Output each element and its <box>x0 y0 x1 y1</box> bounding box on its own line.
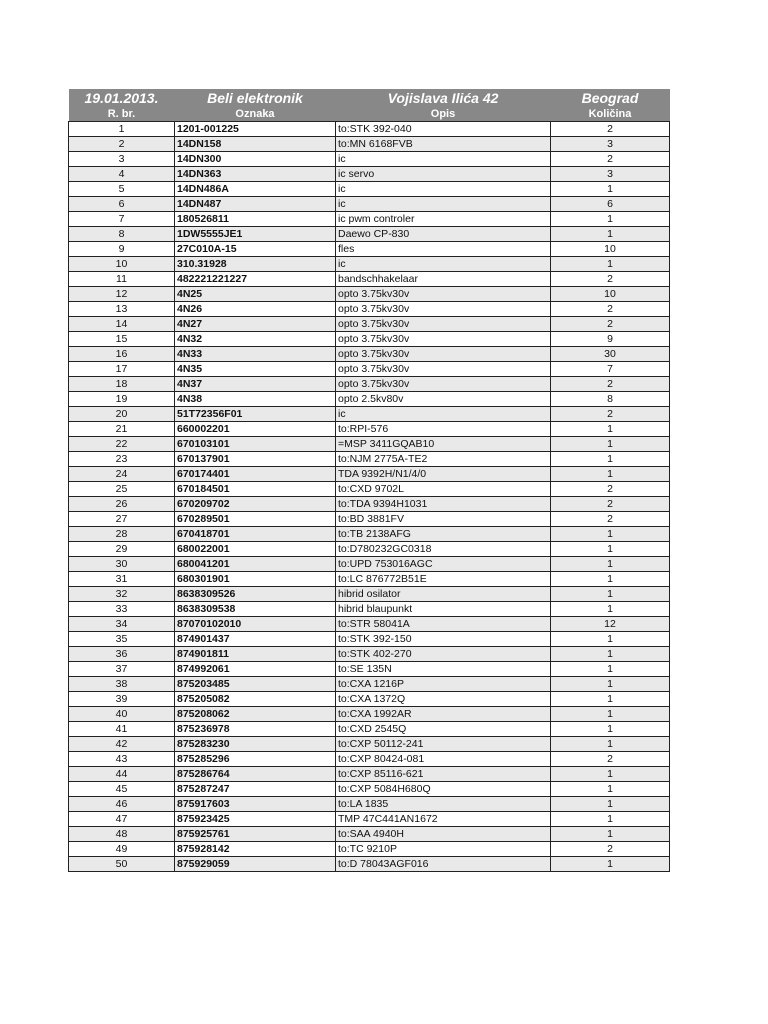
row-code: 4N25 <box>175 287 336 302</box>
row-quantity: 1 <box>551 677 670 692</box>
row-quantity: 1 <box>551 812 670 827</box>
row-number: 28 <box>69 527 175 542</box>
row-number: 29 <box>69 542 175 557</box>
table-row <box>69 677 670 692</box>
table-row <box>69 257 670 272</box>
table-row <box>69 122 670 137</box>
row-description: ic <box>336 152 551 167</box>
row-number: 48 <box>69 827 175 842</box>
table-row <box>69 347 670 362</box>
row-description: opto 3.75kv30v <box>336 332 551 347</box>
row-description: ic <box>336 407 551 422</box>
row-number: 15 <box>69 332 175 347</box>
row-number: 17 <box>69 362 175 377</box>
row-number: 33 <box>69 602 175 617</box>
row-description: to:CXP 80424-081 <box>336 752 551 767</box>
row-code: 8638309538 <box>175 602 336 617</box>
row-code: 310.31928 <box>175 257 336 272</box>
row-description: bandschhakelaar <box>336 272 551 287</box>
row-number: 21 <box>69 422 175 437</box>
row-description: to:CXD 2545Q <box>336 722 551 737</box>
row-quantity: 1 <box>551 737 670 752</box>
row-description: to:CXA 1216P <box>336 677 551 692</box>
row-code: 27C010A-15 <box>175 242 336 257</box>
row-code: 180526811 <box>175 212 336 227</box>
row-description: to:SE 135N <box>336 662 551 677</box>
row-quantity: 1 <box>551 437 670 452</box>
row-number: 46 <box>69 797 175 812</box>
row-quantity: 1 <box>551 767 670 782</box>
table-row <box>69 302 670 317</box>
table-row <box>69 632 670 647</box>
row-number: 3 <box>69 152 175 167</box>
row-description: to:CXA 1372Q <box>336 692 551 707</box>
row-code: 8638309526 <box>175 587 336 602</box>
row-quantity: 9 <box>551 332 670 347</box>
table-body <box>69 122 670 872</box>
row-number: 34 <box>69 617 175 632</box>
row-code: 875928142 <box>175 842 336 857</box>
row-description: to:TDA 9394H1031 <box>336 497 551 512</box>
row-description: hibrid osilator <box>336 587 551 602</box>
row-quantity: 1 <box>551 572 670 587</box>
table-row <box>69 782 670 797</box>
row-quantity: 3 <box>551 137 670 152</box>
row-number: 31 <box>69 572 175 587</box>
table-row <box>69 647 670 662</box>
table-row <box>69 752 670 767</box>
header-row-company <box>69 89 670 107</box>
row-quantity: 1 <box>551 662 670 677</box>
row-description: Daewo CP-830 <box>336 227 551 242</box>
table-row <box>69 572 670 587</box>
row-number: 38 <box>69 677 175 692</box>
row-number: 11 <box>69 272 175 287</box>
row-code: 51T72356F01 <box>175 407 336 422</box>
table-row <box>69 662 670 677</box>
row-quantity: 1 <box>551 182 670 197</box>
row-description: to:STK 402-270 <box>336 647 551 662</box>
row-quantity: 1 <box>551 827 670 842</box>
row-description: opto 3.75kv30v <box>336 302 551 317</box>
row-quantity: 2 <box>551 122 670 137</box>
table-row <box>69 137 670 152</box>
row-quantity: 2 <box>551 497 670 512</box>
row-code: 670174401 <box>175 467 336 482</box>
row-code: 4N32 <box>175 332 336 347</box>
row-description: opto 3.75kv30v <box>336 317 551 332</box>
row-quantity: 1 <box>551 257 670 272</box>
row-quantity: 1 <box>551 692 670 707</box>
row-number: 24 <box>69 467 175 482</box>
row-quantity: 2 <box>551 317 670 332</box>
row-number: 18 <box>69 377 175 392</box>
row-quantity: 2 <box>551 272 670 287</box>
table-row <box>69 407 670 422</box>
row-code: 4N35 <box>175 362 336 377</box>
row-quantity: 1 <box>551 857 670 872</box>
row-code: 14DN486A <box>175 182 336 197</box>
row-code: 670137901 <box>175 452 336 467</box>
table-row <box>69 602 670 617</box>
row-quantity: 2 <box>551 842 670 857</box>
row-number: 32 <box>69 587 175 602</box>
column-header-kolicina: Količina <box>551 107 670 122</box>
row-description: to:D 78043AGF016 <box>336 857 551 872</box>
table-row <box>69 527 670 542</box>
row-quantity: 7 <box>551 362 670 377</box>
row-code: 4N27 <box>175 317 336 332</box>
row-description: to:MN 6168FVB <box>336 137 551 152</box>
row-description: ic <box>336 257 551 272</box>
row-description: to:CXP 50112-241 <box>336 737 551 752</box>
row-code: 482221221227 <box>175 272 336 287</box>
row-number: 39 <box>69 692 175 707</box>
row-code: 875203485 <box>175 677 336 692</box>
row-quantity: 1 <box>551 632 670 647</box>
header-row-columns <box>69 107 670 122</box>
row-quantity: 2 <box>551 302 670 317</box>
row-code: 14DN158 <box>175 137 336 152</box>
row-quantity: 2 <box>551 377 670 392</box>
table-row <box>69 422 670 437</box>
row-quantity: 2 <box>551 512 670 527</box>
row-number: 41 <box>69 722 175 737</box>
table-row <box>69 512 670 527</box>
row-code: 875236978 <box>175 722 336 737</box>
row-number: 47 <box>69 812 175 827</box>
row-code: 660002201 <box>175 422 336 437</box>
row-code: 670418701 <box>175 527 336 542</box>
row-number: 5 <box>69 182 175 197</box>
row-number: 12 <box>69 287 175 302</box>
row-description: to:CXA 1992AR <box>336 707 551 722</box>
table-row <box>69 797 670 812</box>
row-quantity: 1 <box>551 647 670 662</box>
row-description: to:SAA 4940H <box>336 827 551 842</box>
row-description: ic <box>336 182 551 197</box>
row-description: to:BD 3881FV <box>336 512 551 527</box>
row-code: 14DN300 <box>175 152 336 167</box>
row-number: 19 <box>69 392 175 407</box>
row-code: 1DW5555JE1 <box>175 227 336 242</box>
row-quantity: 1 <box>551 452 670 467</box>
column-header-oznaka: Oznaka <box>175 107 336 122</box>
row-description: opto 3.75kv30v <box>336 377 551 392</box>
table-row <box>69 152 670 167</box>
row-quantity: 6 <box>551 197 670 212</box>
table-row <box>69 197 670 212</box>
row-description: =MSP 3411GQAB10 <box>336 437 551 452</box>
row-code: 4N37 <box>175 377 336 392</box>
row-code: 875208062 <box>175 707 336 722</box>
row-code: 87070102010 <box>175 617 336 632</box>
row-description: TMP 47C441AN1672 <box>336 812 551 827</box>
table-row <box>69 212 670 227</box>
table-row <box>69 542 670 557</box>
table-row <box>69 767 670 782</box>
row-code: 1201-001225 <box>175 122 336 137</box>
row-code: 875286764 <box>175 767 336 782</box>
row-description: to:STR 58041A <box>336 617 551 632</box>
table-row <box>69 827 670 842</box>
row-code: 670184501 <box>175 482 336 497</box>
row-number: 50 <box>69 857 175 872</box>
row-description: opto 3.75kv30v <box>336 347 551 362</box>
table-row <box>69 857 670 872</box>
row-quantity: 12 <box>551 617 670 632</box>
row-description: to:LA 1835 <box>336 797 551 812</box>
row-description: to:CXP 5084H680Q <box>336 782 551 797</box>
table-row <box>69 707 670 722</box>
row-number: 37 <box>69 662 175 677</box>
table-row <box>69 392 670 407</box>
row-number: 42 <box>69 737 175 752</box>
row-number: 16 <box>69 347 175 362</box>
row-quantity: 1 <box>551 227 670 242</box>
column-header-rbr: R. br. <box>69 107 175 122</box>
row-quantity: 3 <box>551 167 670 182</box>
row-code: 875205082 <box>175 692 336 707</box>
inventory-sheet <box>68 89 669 872</box>
row-code: 680022001 <box>175 542 336 557</box>
row-code: 874992061 <box>175 662 336 677</box>
row-number: 23 <box>69 452 175 467</box>
row-quantity: 10 <box>551 287 670 302</box>
row-code: 14DN363 <box>175 167 336 182</box>
table-row <box>69 842 670 857</box>
table-row <box>69 812 670 827</box>
row-code: 670289501 <box>175 512 336 527</box>
parts-table <box>68 89 670 872</box>
row-description: to:STK 392-040 <box>336 122 551 137</box>
row-number: 22 <box>69 437 175 452</box>
row-description: to:TC 9210P <box>336 842 551 857</box>
row-quantity: 2 <box>551 407 670 422</box>
row-code: 874901811 <box>175 647 336 662</box>
row-description: opto 2.5kv80v <box>336 392 551 407</box>
table-header <box>69 89 670 122</box>
row-description: opto 3.75kv30v <box>336 287 551 302</box>
row-number: 27 <box>69 512 175 527</box>
table-row <box>69 557 670 572</box>
table-row <box>69 497 670 512</box>
row-number: 14 <box>69 317 175 332</box>
row-description: to:RPI-576 <box>336 422 551 437</box>
row-description: fles <box>336 242 551 257</box>
row-number: 1 <box>69 122 175 137</box>
row-number: 8 <box>69 227 175 242</box>
row-code: 875925761 <box>175 827 336 842</box>
row-number: 36 <box>69 647 175 662</box>
row-description: to:D780232GC0318 <box>336 542 551 557</box>
row-quantity: 1 <box>551 467 670 482</box>
row-description: ic servo <box>336 167 551 182</box>
row-description: to:STK 392-150 <box>336 632 551 647</box>
table-row <box>69 272 670 287</box>
table-row <box>69 377 670 392</box>
row-quantity: 2 <box>551 152 670 167</box>
row-description: to:CXP 85116-621 <box>336 767 551 782</box>
row-quantity: 2 <box>551 752 670 767</box>
row-number: 13 <box>69 302 175 317</box>
header-address: Vojislava Ilića 42 <box>336 89 551 107</box>
row-number: 35 <box>69 632 175 647</box>
table-row <box>69 362 670 377</box>
row-number: 25 <box>69 482 175 497</box>
row-number: 10 <box>69 257 175 272</box>
row-description: ic pwm controler <box>336 212 551 227</box>
row-code: 875283230 <box>175 737 336 752</box>
row-description: hibrid blaupunkt <box>336 602 551 617</box>
table-row <box>69 287 670 302</box>
row-quantity: 1 <box>551 722 670 737</box>
header-date: 19.01.2013. <box>69 89 175 107</box>
row-description: to:TB 2138AFG <box>336 527 551 542</box>
table-row <box>69 167 670 182</box>
row-code: 680041201 <box>175 557 336 572</box>
table-row <box>69 182 670 197</box>
row-description: opto 3.75kv30v <box>336 362 551 377</box>
row-code: 4N26 <box>175 302 336 317</box>
row-quantity: 1 <box>551 557 670 572</box>
row-quantity: 1 <box>551 212 670 227</box>
row-quantity: 1 <box>551 602 670 617</box>
row-quantity: 1 <box>551 707 670 722</box>
row-description: to:NJM 2775A-TE2 <box>336 452 551 467</box>
row-quantity: 1 <box>551 797 670 812</box>
row-code: 875923425 <box>175 812 336 827</box>
row-code: 670209702 <box>175 497 336 512</box>
row-quantity: 10 <box>551 242 670 257</box>
table-row <box>69 242 670 257</box>
row-number: 9 <box>69 242 175 257</box>
table-row <box>69 317 670 332</box>
row-description: to:CXD 9702L <box>336 482 551 497</box>
header-company: Beli elektronik <box>175 89 336 107</box>
row-code: 14DN487 <box>175 197 336 212</box>
row-number: 2 <box>69 137 175 152</box>
row-quantity: 1 <box>551 527 670 542</box>
row-code: 875917603 <box>175 797 336 812</box>
row-code: 4N33 <box>175 347 336 362</box>
row-code: 680301901 <box>175 572 336 587</box>
row-quantity: 8 <box>551 392 670 407</box>
row-code: 875287247 <box>175 782 336 797</box>
row-number: 6 <box>69 197 175 212</box>
table-row <box>69 482 670 497</box>
table-row <box>69 692 670 707</box>
row-number: 40 <box>69 707 175 722</box>
table-row <box>69 332 670 347</box>
row-code: 874901437 <box>175 632 336 647</box>
row-quantity: 1 <box>551 587 670 602</box>
row-code: 875285296 <box>175 752 336 767</box>
row-number: 20 <box>69 407 175 422</box>
row-number: 43 <box>69 752 175 767</box>
row-quantity: 1 <box>551 422 670 437</box>
row-number: 7 <box>69 212 175 227</box>
row-description: ic <box>336 197 551 212</box>
table-row <box>69 617 670 632</box>
row-description: to:UPD 753016AGC <box>336 557 551 572</box>
row-number: 4 <box>69 167 175 182</box>
row-code: 670103101 <box>175 437 336 452</box>
table-row <box>69 452 670 467</box>
row-code: 875929059 <box>175 857 336 872</box>
header-city: Beograd <box>551 89 670 107</box>
column-header-opis: Opis <box>336 107 551 122</box>
row-quantity: 1 <box>551 782 670 797</box>
row-number: 45 <box>69 782 175 797</box>
row-description: TDA 9392H/N1/4/0 <box>336 467 551 482</box>
row-number: 44 <box>69 767 175 782</box>
row-quantity: 1 <box>551 542 670 557</box>
row-quantity: 2 <box>551 482 670 497</box>
table-row <box>69 467 670 482</box>
row-description: to:LC 876772B51E <box>336 572 551 587</box>
row-number: 49 <box>69 842 175 857</box>
table-row <box>69 722 670 737</box>
row-number: 30 <box>69 557 175 572</box>
table-row <box>69 437 670 452</box>
table-row <box>69 737 670 752</box>
row-number: 26 <box>69 497 175 512</box>
table-row <box>69 227 670 242</box>
table-row <box>69 587 670 602</box>
row-code: 4N38 <box>175 392 336 407</box>
row-quantity: 30 <box>551 347 670 362</box>
